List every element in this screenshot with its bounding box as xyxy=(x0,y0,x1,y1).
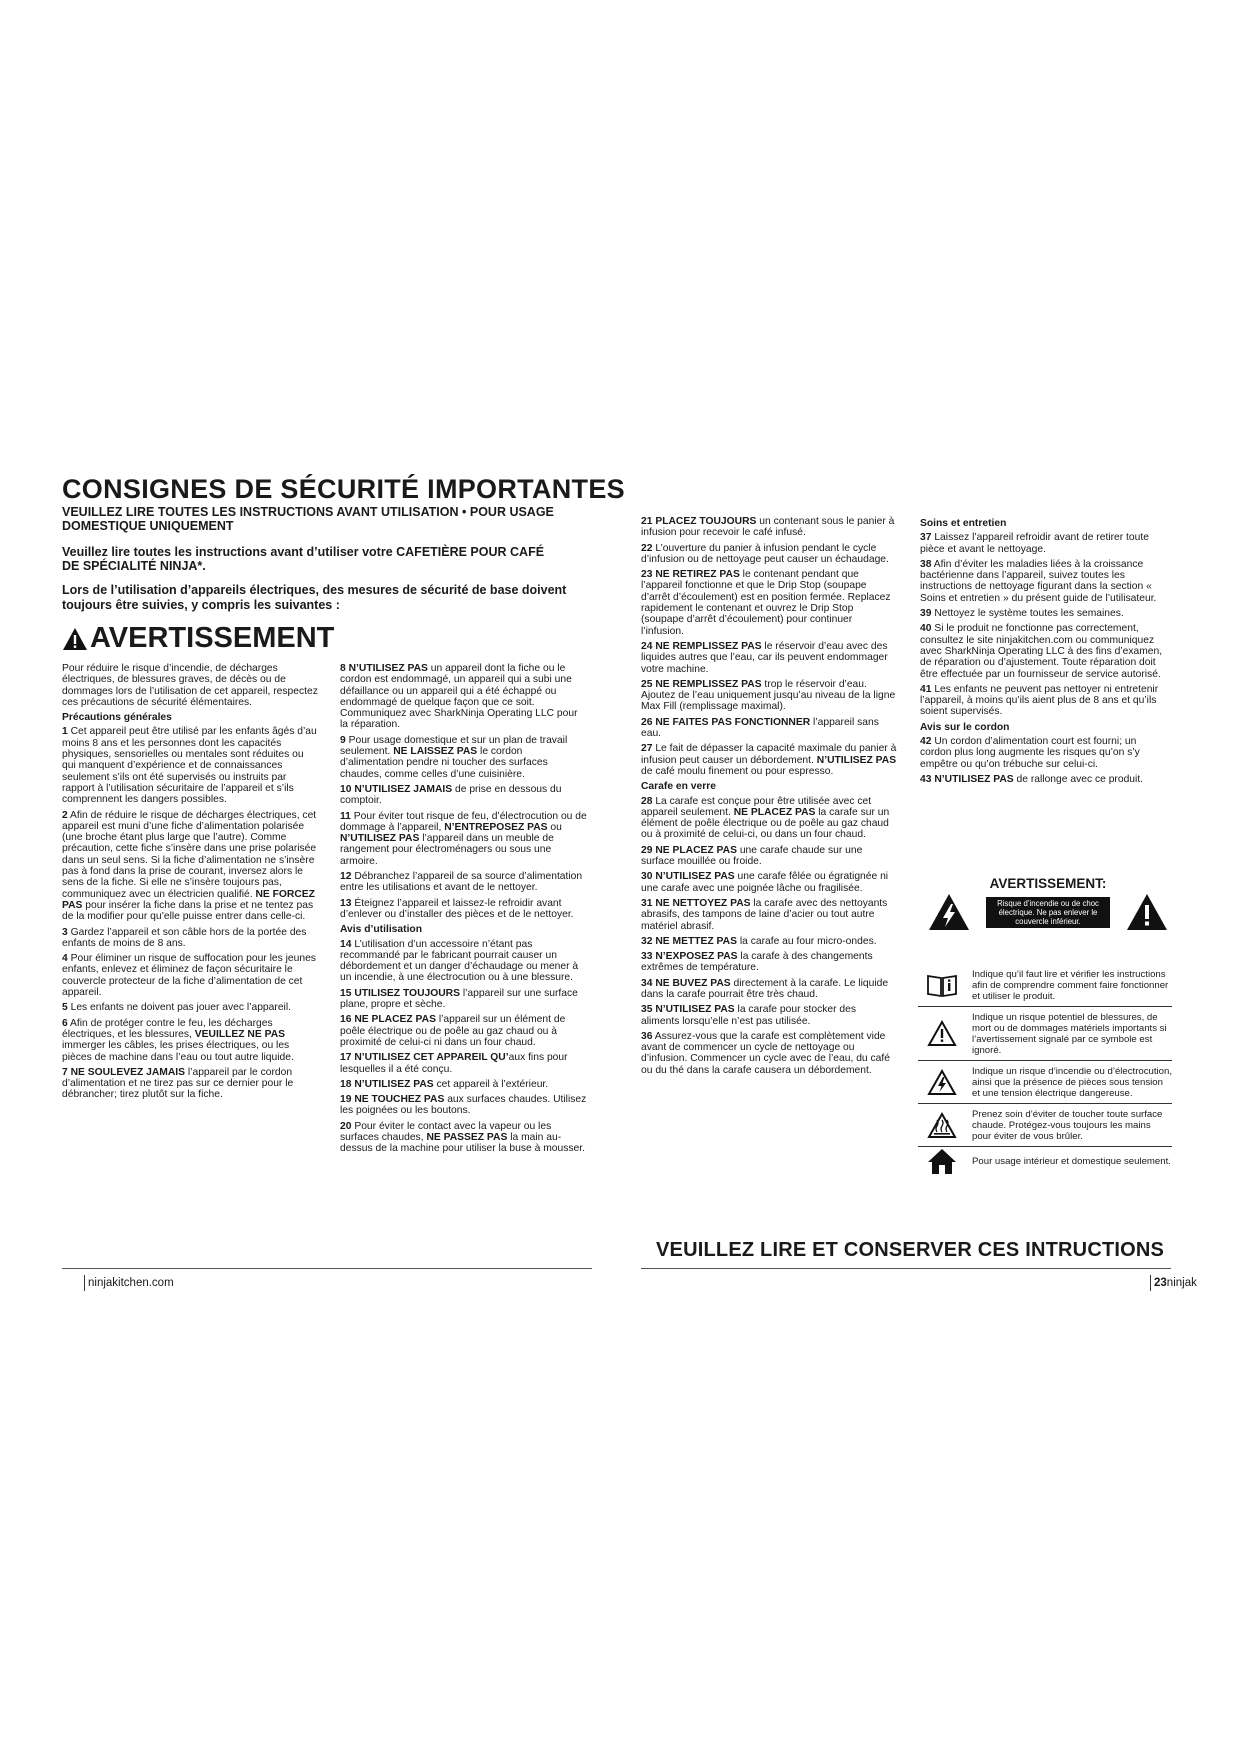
item-number: 8 xyxy=(340,663,346,674)
item-emphasis: NE FORCEZ PAS xyxy=(62,888,315,911)
item-emphasis: NE RETIREZ PAS xyxy=(652,569,740,581)
item-emphasis: NE PLACEZ PAS xyxy=(733,806,816,818)
item-number: 12 xyxy=(340,871,352,883)
item-number: 3 xyxy=(62,926,68,938)
item-text: Assurez-vous que la carafe est complètement vide avant de commencer un cycle de nettoyage ou d’infusion. Commencer un cycle avec de l’eau, du café ou du thé dans la carafe causera un débordement. xyxy=(641,1030,890,1076)
item-text: cet appareil à l’extérieur. xyxy=(433,1078,549,1090)
instruction-item xyxy=(920,532,1168,555)
item-emphasis: NE REMPLISSEZ PAS xyxy=(652,640,762,652)
item-number: 29 xyxy=(641,844,653,856)
item-number: 33 xyxy=(641,951,653,963)
instruction-item xyxy=(641,569,897,637)
symbol-text: Prenez soin d’éviter de toucher toute surface chaude. Protégez-vous toujours les mains pour éviter de vous brûler. xyxy=(972,1109,1163,1142)
item-number: 27 xyxy=(641,743,653,755)
item-number: 9 xyxy=(340,734,346,746)
exclamation-warning-icon xyxy=(1126,893,1168,931)
page-subtitle: VEUILLEZ LIRE TOUTES LES INSTRUCTIONS AVANT UTILISATION • POUR USAGE DOMESTIQUE UNIQUEMENT xyxy=(62,505,554,533)
item-emphasis: NE NETTOYEZ PAS xyxy=(652,897,751,909)
item-number: 35 xyxy=(641,1004,653,1016)
item-emphasis: NE TOUCHEZ PAS xyxy=(351,1094,445,1106)
item-number: 5 xyxy=(62,1002,68,1014)
instruction-item xyxy=(340,1121,588,1155)
footer-rule-right xyxy=(641,1268,1171,1269)
item-number: 20 xyxy=(340,1120,352,1132)
instruction-item xyxy=(641,516,897,539)
item-text: de rallonge avec ce produit. xyxy=(1013,773,1144,785)
item-text: ou xyxy=(547,821,562,833)
item-number: 2 xyxy=(62,809,68,821)
item-emphasis: N’UTILISEZ PAS xyxy=(652,1004,735,1016)
item-text: Le fait de dépasser la capacité maximale du panier à infusion peut causer un débordement. xyxy=(641,743,897,766)
item-text: Débranchez l’appareil de sa source d’alimentation entre les utilisations et avant de le nettoyer. xyxy=(340,871,583,894)
instruction-item xyxy=(641,936,897,947)
item-emphasis: N’ENTREPOSEZ PAS xyxy=(444,821,548,833)
hot-surface-icon xyxy=(927,1112,957,1139)
instruction-item xyxy=(340,663,588,731)
item-number: 42 xyxy=(920,736,932,748)
item-text: une carafe fêlée ou égratignée ni une carafe avec une poignée lâche ou fragilisée. xyxy=(641,871,889,894)
item-text: Pour éviter tout risque de feu, d’électrocution ou de dommage à l’appareil, xyxy=(340,810,587,833)
symbol-text: Indique un risque potentiel de blessures, de mort ou de dommages matériels importants si l’avertissement signalé par ce symbole est ignoré. xyxy=(972,1012,1167,1056)
symbol-row xyxy=(918,1147,1172,1175)
item-text: un contenant sous le panier à infusion pour recevoir le café infusé. xyxy=(641,516,895,539)
instruction-item xyxy=(641,951,897,974)
house-icon xyxy=(927,1147,957,1175)
item-text: Afin de protéger contre le feu, les décharges électriques, et les blessures, xyxy=(62,1017,273,1040)
item-text: aux surfaces chaudes. Utilisez les poignées ou les boutons. xyxy=(340,1094,587,1117)
instruction-item xyxy=(340,735,588,780)
item-text: la carafe à des changements extrêmes de température. xyxy=(641,951,873,974)
electric-warning-icon xyxy=(928,893,970,931)
item-emphasis: NE METTEZ PAS xyxy=(652,935,737,947)
instruction-item xyxy=(641,796,897,841)
item-number: 28 xyxy=(641,795,653,807)
col4-items-a xyxy=(920,532,1168,717)
instruction-item xyxy=(62,1002,318,1013)
item-text: L’ouverture du panier à infusion pendant le cycle d’infusion ou de nettoyage peut causer un échaudage. xyxy=(641,542,889,565)
item-text: pour insérer la fiche dans la prise et ne tentez pas de la modifier pour qu’elle puisse entrer dans celle-ci. xyxy=(62,899,314,923)
item-number: 36 xyxy=(641,1030,653,1042)
column-1 xyxy=(62,663,318,1105)
item-text: un appareil dont la fiche ou le cordon est endommagé, un appareil qui a subi une défaillance ou un appareil qui a été échappé ou endommagé de quelque façon que ce soit. Communiquez avec SharkNinja Operating LLC pour la réparation. xyxy=(340,663,578,731)
electric-hazard-icon xyxy=(927,1069,957,1096)
item-text: immerger les câbles, les prises électriques, ou les pièces de machine dans l’eau ou tout autre liquide. xyxy=(62,1040,294,1063)
item-text: Pour éliminer un risque de suffocation pour les jeunes enfants, enlevez et éliminez de façon sécuritaire le couvercle protecteur de la fiche d’alimentation de cet appareil. xyxy=(62,953,316,999)
item-number: 21 xyxy=(641,516,653,527)
instruction-item xyxy=(340,939,588,984)
instruction-item xyxy=(62,927,318,950)
item-text: le cordon d’alimentation pendre ni toucher des surfaces chaudes, comme celles d’une cuisinière. xyxy=(340,746,548,780)
warning-box xyxy=(928,876,1168,931)
item-number: 43 xyxy=(920,773,932,785)
item-number: 24 xyxy=(641,640,653,652)
instruction-item xyxy=(340,1094,588,1117)
instruction-item xyxy=(340,1052,588,1075)
info-manual-icon xyxy=(925,972,959,998)
item-number: 26 xyxy=(641,716,653,728)
item-number: 10 xyxy=(340,783,352,795)
item-text: Nettoyez le système toutes les semaines. xyxy=(931,608,1124,620)
item-text: l’appareil sans eau. xyxy=(641,716,879,740)
item-text: une carafe chaude sur une surface mouillée ou froide. xyxy=(641,844,863,868)
item-number: 37 xyxy=(920,532,932,544)
symbol-row xyxy=(918,964,1172,1007)
item-emphasis: UTILISEZ TOUJOURS xyxy=(351,987,460,999)
intro-read-instructions: Veuillez lire toutes les instructions avant d’utiliser votre CAFETIÈRE POUR CAFÉ DE SPÉCIALITÉ NINJA*. xyxy=(62,545,545,573)
instruction-item xyxy=(340,1079,588,1090)
intro-basic-precautions: Lors de l’utilisation d’appareils électriques, des mesures de sécurité de base doivent toujours être suivies, y compris les suivantes : xyxy=(62,583,567,612)
footer-page xyxy=(1154,1277,1197,1289)
item-emphasis: NE LAISSEZ PAS xyxy=(393,746,478,758)
section-heading-general: Précautions générales xyxy=(62,712,172,724)
item-emphasis: NE SOULEVEZ JAMAIS xyxy=(67,1066,186,1078)
instruction-item xyxy=(62,1067,318,1101)
section-heading-usage: Avis d’utilisation xyxy=(340,924,423,936)
instruction-item xyxy=(920,736,1168,770)
instruction-item xyxy=(641,679,897,713)
footer-divider xyxy=(84,1275,85,1291)
item-emphasis: N’UTILISEZ PAS xyxy=(931,773,1014,785)
section-heading-cord: Avis sur le cordon xyxy=(920,721,1010,733)
item-text: la carafe sur un élément de poêle électrique ou de poêle au gaz chaud ou à proximité de celui-ci, ou dans un four chaud. xyxy=(641,806,890,841)
item-text: Afin de réduire le risque de décharges électriques, cet appareil est muni d’une fiche d’alimentation polarisée (une broche étant plus large que l’autre). Comme précaution, cette fiche s’insère dans une prise polarisée dans un seul sens. Si la fiche d’alimentation ne s’insère pas à fond dans la prise de courant, inversez alors le sens de la fiche. Si elle ne s’insère toujours pas, communiquez avec un électricien qualifié. xyxy=(62,809,317,900)
symbol-text: Indique qu’il faut lire et vérifier les instructions afin de comprendre comment faire fonctionner et utiliser le produit. xyxy=(972,969,1169,1002)
item-number: 31 xyxy=(641,897,653,909)
exclamation-triangle-icon xyxy=(927,1020,957,1047)
symbol-text: Indique un risque d’incendie ou d’électrocution, ainsi que la présence de pièces sous tension et une tension électrique dangereuse. xyxy=(972,1066,1173,1099)
symbol-row xyxy=(918,1007,1172,1061)
item-emphasis: VEUILLEZ NE PAS xyxy=(194,1028,285,1040)
item-text: La carafe est conçue pour être utilisée avec cet appareil seulement. xyxy=(641,795,872,818)
item-text: directement à la carafe. Le liquide dans la carafe pourrait être très chaud. xyxy=(641,977,889,1000)
instruction-item xyxy=(62,810,318,923)
item-text: L’utilisation d’un accessoire n’étant pas recommandé par le fabricant pourrait causer un débordement et un danger d’échaudage ou mener à un incendie, à une électrocution ou à une blessure. xyxy=(340,938,579,984)
item-text: de café moulu finement ou pour espresso. xyxy=(641,765,834,777)
section-heading-carafe: Carafe en verre xyxy=(641,781,716,793)
col3-items-a xyxy=(641,516,897,777)
instruction-item xyxy=(340,871,588,894)
warning-box-title: AVERTISSEMENT: xyxy=(989,876,1107,891)
item-number: 32 xyxy=(641,935,653,947)
col3-items-b xyxy=(641,796,897,1077)
item-text: la main au-dessus de la machine pour utiliser la buse à mousser. xyxy=(340,1131,585,1155)
section-heading-care: Soins et entretien xyxy=(920,518,1007,529)
item-text: Gardez l’appareil et son câble hors de la portée des enfants de moins de 8 ans. xyxy=(62,926,307,949)
item-emphasis: NE REMPLISSEZ PAS xyxy=(652,678,762,690)
item-text: Pour éviter le contact avec la vapeur ou les surfaces chaudes, xyxy=(340,1120,552,1143)
footer-rule-left xyxy=(62,1268,592,1269)
item-text: l’appareil sur une surface plane, propre et sèche. xyxy=(340,987,578,1011)
instruction-item xyxy=(62,726,318,805)
symbol-row xyxy=(918,1104,1172,1147)
item-number: 1 xyxy=(62,726,68,738)
item-number: 15 xyxy=(340,987,352,999)
item-number: 16 xyxy=(340,1014,352,1026)
item-number: 40 xyxy=(920,623,932,635)
item-text: Un cordon d’alimentation court est fourni; un cordon plus long augmente les risques qu’on s’y empêtre ou qu’on trébuche sur celui-ci. xyxy=(920,736,1140,770)
col2-items-a xyxy=(340,663,588,920)
item-emphasis: N’UTILISEZ PAS xyxy=(652,871,735,883)
col4-items-b xyxy=(920,736,1168,785)
instruction-item xyxy=(641,543,897,566)
item-text: Afin d’éviter les maladies liées à la croissance bactérienne dans l’appareil, suivez toutes les instructions de nettoyage figurant dans la section « Soins et entretien » du présent guide de l’utilisateur. xyxy=(920,558,1157,604)
symbol-legend xyxy=(918,964,1172,1175)
item-number: 38 xyxy=(920,558,932,570)
instruction-item xyxy=(641,1031,897,1076)
instruction-item xyxy=(340,988,588,1011)
item-text: l’appareil par le cordon d’alimentation et ne tirez pas sur ce dernier pour le débrancher; tirez plutôt sur la fiche. xyxy=(62,1066,294,1101)
warning-heading xyxy=(62,622,334,655)
instruction-item xyxy=(920,774,1168,785)
item-number: 6 xyxy=(62,1017,68,1029)
warning-intro: Pour réduire le risque d’incendie, de décharges électriques, de blessures graves, de décès ou de dommages lors de l’utilisation de cet appareil, respectez ces précautions de sécurité élémentaires. xyxy=(62,663,318,708)
symbol-text: Pour usage intérieur et domestique seulement. xyxy=(972,1156,1171,1167)
item-emphasis: N’UTILISEZ PAS xyxy=(351,1078,434,1090)
item-text: aux fins pour lesquelles il a été conçu. xyxy=(340,1052,568,1075)
item-text: de prise en dessous du comptoir. xyxy=(340,783,562,807)
item-number: 23 xyxy=(641,569,653,581)
instruction-item xyxy=(340,811,588,867)
footer-divider xyxy=(1150,1275,1151,1291)
item-number: 13 xyxy=(340,897,352,909)
item-emphasis: NE PLACEZ PAS xyxy=(652,844,737,856)
item-emphasis: NE PASSEZ PAS xyxy=(426,1131,508,1143)
warning-triangle-icon xyxy=(62,627,88,651)
item-text: la carafe au four micro-ondes. xyxy=(736,935,877,947)
item-text: Les enfants ne peuvent pas nettoyer ni entretenir l’appareil, à moins qu’ils aient plus de 8 ans et qu’ils soient supervisés. xyxy=(920,683,1159,718)
read-and-keep-instructions: VEUILLEZ LIRE ET CONSERVER CES INTRUCTIONS xyxy=(656,1239,1165,1261)
item-emphasis: N’UTILISEZ PAS xyxy=(816,754,897,766)
column-2 xyxy=(340,663,588,1159)
instruction-item xyxy=(920,608,1168,619)
item-text: Éteignez l’appareil et laissez-le refroidir avant d’enlever ou d’installer des pièces et de le nettoyer. xyxy=(340,897,574,920)
instruction-item xyxy=(641,898,897,932)
instruction-item xyxy=(641,641,897,675)
item-text: trop le réservoir d’eau. Ajoutez de l’eau uniquement jusqu’au niveau de la ligne Max Fill (remplissage maximal). xyxy=(641,678,896,713)
instruction-item xyxy=(920,559,1168,604)
page-title: CONSIGNES DE SÉCURITÉ IMPORTANTES xyxy=(62,474,625,504)
instruction-item xyxy=(641,978,897,1001)
instruction-item xyxy=(62,953,318,998)
instruction-item xyxy=(920,684,1168,718)
item-number: 39 xyxy=(920,608,932,620)
item-emphasis: NE FAITES PAS FONCTIONNER xyxy=(652,716,811,728)
item-emphasis: NE BUVEZ PAS xyxy=(652,977,731,989)
item-text: le réservoir d’eau avec des liquides autres que l’eau, car ils peuvent endommager votre machine. xyxy=(641,640,888,675)
item-number: 22 xyxy=(641,542,653,554)
item-number: 34 xyxy=(641,977,653,989)
warning-title: AVERTISSEMENT xyxy=(90,622,335,654)
item-emphasis: N’UTILISEZ PAS xyxy=(345,663,428,674)
item-emphasis: N’UTILISEZ JAMAIS xyxy=(351,783,453,795)
column-4 xyxy=(920,516,1168,789)
item-number: 7 xyxy=(62,1066,68,1078)
instruction-item xyxy=(641,717,897,740)
item-text: Cet appareil peut être utilisé par les enfants âgés d’au moins 8 ans et les personnes dont les capacités physiques, sensorielles ou mentales sont réduites ou qui manquent d’expérience et de connaissances seulement s’ils ont été supervisés ou instruits par rapport à l’utilisation sécuritaire de l’appareil et s’ils comprennent les dangers possibles. xyxy=(62,726,317,806)
instruction-item xyxy=(641,871,897,894)
instruction-item xyxy=(340,898,588,921)
instruction-item xyxy=(340,1014,588,1048)
footer-brand: ninjak xyxy=(1166,1277,1197,1289)
item-text: Les enfants ne doivent pas jouer avec l’appareil. xyxy=(67,1002,291,1014)
item-number: 18 xyxy=(340,1078,352,1090)
item-text: la carafe pour stocker des aliments lorsqu’elle n’est pas utilisée. xyxy=(641,1004,857,1027)
page-number: 23 xyxy=(1154,1277,1167,1289)
col1-items xyxy=(62,726,318,1100)
item-emphasis: N’UTILISEZ PAS xyxy=(340,833,420,845)
instruction-item xyxy=(641,1004,897,1027)
col2-items-b xyxy=(340,939,588,1155)
item-number: 4 xyxy=(62,953,68,965)
item-text: Pour usage domestique et sur un plan de travail seulement. xyxy=(340,734,568,758)
symbol-row xyxy=(918,1061,1172,1104)
warning-box-message: Risque d’incendie ou de choc électrique. Ne pas enlever le couvercle inférieur. xyxy=(986,897,1110,928)
item-number: 25 xyxy=(641,678,653,690)
footer-website: ninjakitchen.com xyxy=(88,1277,174,1289)
item-number: 30 xyxy=(641,871,653,883)
instruction-item xyxy=(340,784,588,807)
item-text: Si le produit ne fonctionne pas correctement, consultez le site ninjakitchen.com ou communiquez avec SharkNinja Operating LLC à des fins d’examen, de réparation ou d’ajustement. Toute réparation doit être effectuée par un fournisseur de service autorisé. xyxy=(920,623,1163,680)
item-number: 14 xyxy=(340,938,352,950)
item-text: la carafe avec des nettoyants abrasifs, des tampons de laine d’acier ou tout autre matériel abrasif. xyxy=(641,897,888,932)
item-number: 19 xyxy=(340,1094,352,1106)
instruction-item xyxy=(920,623,1168,679)
column-3 xyxy=(641,516,897,1080)
item-text: l’appareil sur un élément de poêle électrique ou de poêle au gaz chaud ou à proximité de celui-ci ni dans un four chaud. xyxy=(340,1014,566,1048)
item-number: 41 xyxy=(920,683,932,695)
item-text: Laissez l’appareil refroidir avant de retirer toute pièce et avant le nettoyage. xyxy=(920,532,1149,555)
instruction-item xyxy=(641,845,897,868)
item-emphasis: NE PLACEZ PAS xyxy=(351,1014,436,1026)
item-emphasis: PLACEZ TOUJOURS xyxy=(652,516,757,527)
instruction-item xyxy=(62,1018,318,1063)
instruction-item xyxy=(641,743,897,777)
item-number: 11 xyxy=(340,810,351,822)
item-text: le contenant pendant que l’appareil fonctionne et que le Drip Stop (soupape d’arrêt d’écoulement) est en position fermée. Replacez rapidement le contenant et ouvrez le Drip Stop (soupape d’arrêt d’écoulement) pour continuer l’infusion. xyxy=(641,569,891,637)
item-text: l’appareil dans un meuble de rangement pour électroménagers ou sous une armoire. xyxy=(340,833,554,867)
item-emphasis: N’UTILISEZ CET APPAREIL QU’ xyxy=(351,1052,509,1064)
item-number: 17 xyxy=(340,1052,352,1064)
item-emphasis: N’EXPOSEZ PAS xyxy=(652,951,738,963)
